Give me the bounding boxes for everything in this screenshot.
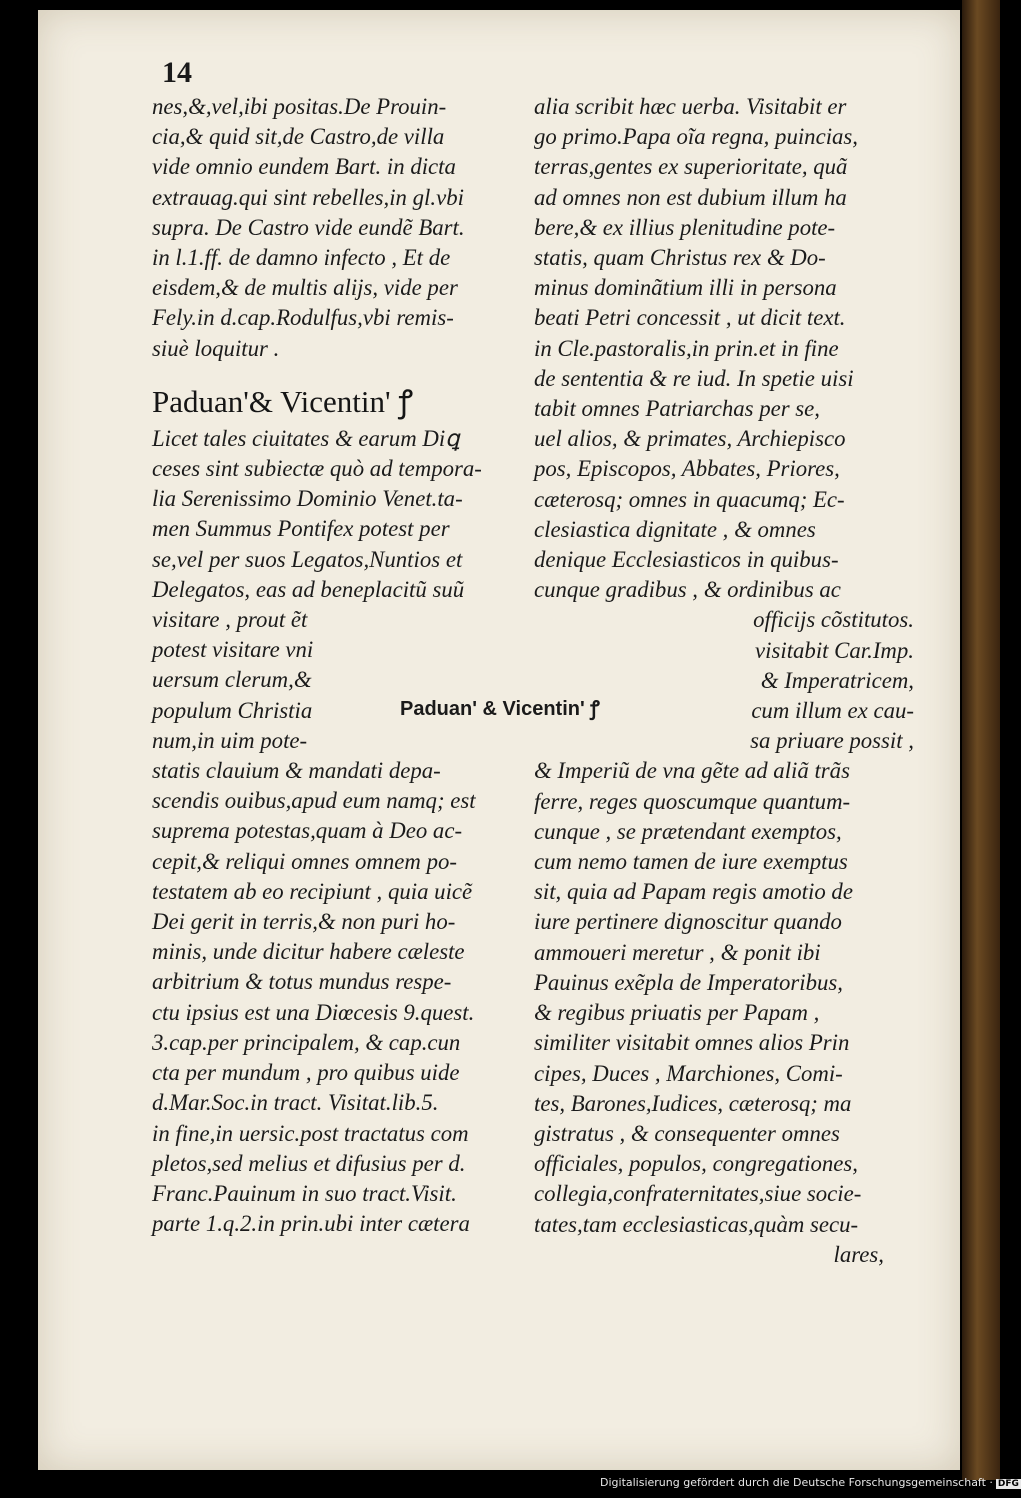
text-line: visitare , prout ẽt (152, 607, 308, 633)
text-line: lia Serenissimo Dominio Venet.ta- (152, 486, 463, 512)
text-line: populum Christia (152, 697, 313, 723)
text-line: extrauag.qui sint rebelles,in gl.vbi (152, 184, 464, 210)
text-line: in l.1.ff. de damno infecto , Et de (152, 245, 451, 271)
text-line: men Summus Pontifex potest per (152, 516, 450, 542)
text-line: statis clauium & mandati depa- (152, 758, 441, 784)
book-spine (962, 0, 1000, 1480)
text-line: in fine,in uersic.post tractatus com (152, 1120, 469, 1146)
text-line: scendis ouibus,apud eum namq; est (152, 788, 476, 814)
text-line: testatem ab eo recipiunt , quia uicẽ (152, 878, 473, 904)
text-line: siuè loquitur . (152, 335, 280, 361)
text-line: statis, quam Christus rex & Do- (534, 245, 826, 271)
text-line: cum nemo tamen de iure exemptus (534, 849, 848, 875)
text-line: ctu ipsius est una Diœcesis 9.quest. (152, 999, 475, 1025)
text-line: tes, Barones,Iudices, cæterosq; ma (534, 1090, 852, 1116)
text-line: alia scribit hæc uerba. Visitabit er (534, 94, 847, 119)
text-line: uel alios, & primates, Archiepisco (534, 426, 846, 452)
text-line: denique Ecclesiasticos in quibus- (534, 547, 839, 573)
text-line: uersum clerum,& (152, 667, 312, 693)
text-line: cunque gradibus , & ordinibus ac (534, 577, 841, 603)
text-line: nes,&,vel,ibi positas.De Prouin- (152, 94, 447, 119)
dfg-logo: DFG (997, 1479, 1019, 1489)
text-line: Fely.in d.cap.Rodulfus,vbi remis- (152, 305, 454, 331)
text-line: Licet tales ciuitates & earum Diꝗ (152, 425, 460, 451)
text-line: bere,& ex illius plenitudine pote- (534, 214, 836, 240)
left-column-short-lines (152, 605, 522, 756)
text-line: tates,tam ecclesiasticas,quàm secu- (534, 1211, 859, 1237)
text-line: officijs cõstitutos. (753, 607, 914, 633)
text-line: in Cle.pastoralis,in prin.et in fine (534, 335, 839, 361)
text-line: num,in uim pote- (152, 727, 308, 753)
text-line: 3.cap.per principalem, & cap.cun (152, 1029, 461, 1055)
text-line: clesiastica dignitate , & omnes (534, 516, 816, 542)
text-line: d.Mar.Soc.in tract. Visitat.lib.5. (152, 1090, 439, 1116)
text-line: cunque , se prætendant exemptos, (534, 818, 842, 844)
marginal-heading: Paduan' & Vicentin' ꝭ (400, 698, 600, 720)
text-line: cepit,& reliqui omnes omnem po- (152, 848, 457, 874)
catchword: lares, (833, 1241, 884, 1267)
text-line: cæterosq; omnes in quacumq; Ec- (534, 486, 845, 512)
text-line: Delegatos, eas ad beneplacitũ suũ (152, 576, 465, 602)
text-line: tabit omnes Patriarchas per se, (534, 396, 820, 422)
text-line: arbitrium & totus mundus respe- (152, 969, 452, 995)
right-column (534, 92, 914, 1270)
text-line: collegia,confraternitates,siue socie- (534, 1181, 862, 1207)
book-page (38, 10, 960, 1470)
text-line: Dei gerit in terris,& non puri ho- (152, 909, 456, 935)
text-line: similiter visitabit omnes alios Prin (534, 1030, 850, 1056)
text-line: ad omnes non est dubium illum ha (534, 184, 847, 210)
text-line: sit, quia ad Papam regis amotio de (534, 879, 853, 905)
text-line: visitabit Car.Imp. (755, 637, 914, 663)
text-line: sa priuare possit , (750, 728, 914, 754)
text-line: ammoueri meretur , & ponit ibi (534, 939, 821, 965)
text-line: officiales, populos, congregationes, (534, 1151, 858, 1177)
text-line: eisdem,& de multis alijs, vide per (152, 275, 458, 301)
text-line: beati Petri concessit , ut dicit text. (534, 305, 846, 331)
text-line: & Imperatricem, (760, 667, 914, 693)
right-column-bottom-text (534, 756, 914, 1239)
text-line: iure pertinere dignoscitur quando (534, 909, 842, 935)
digitization-footer (600, 1476, 1021, 1489)
text-line: ceses sint subiectæ quò ad tempora- (152, 456, 482, 482)
left-column (152, 92, 522, 1239)
left-column-top-text (152, 92, 522, 364)
text-line: gistratus , & consequenter omnes (534, 1120, 840, 1146)
text-line: suprema potestas,quam à Deo ac- (152, 818, 463, 844)
text-line: vide omnio eundem Bart. in dicta (152, 154, 456, 180)
text-line: se,vel per suos Legatos,Nuntios et (152, 546, 463, 572)
text-line: potest visitare vni (152, 637, 314, 663)
text-line: minis, unde dicitur habere cæleste (152, 939, 465, 965)
right-column-top-text (534, 92, 914, 605)
text-line: & regibus priuatis per Papam , (534, 1000, 820, 1026)
left-column-middle-text (152, 424, 522, 605)
text-line: de sententia & re iud. In spetie uisi (534, 365, 854, 391)
text-line: & Imperiũ de vna gẽte ad aliã trãs (534, 758, 850, 784)
text-line: terras,gentes ex superioritate, quã (534, 154, 848, 180)
text-line: go primo.Papa oĩa regna, puincias, (534, 124, 858, 150)
page-number: 14 (162, 56, 192, 89)
text-line: pos, Episcopos, Abbates, Priores, (534, 456, 840, 482)
footer-text: Digitalisierung gefördert durch die Deutsche Forschungsgemeinschaft · (600, 1476, 993, 1489)
text-line: cta per mundum , pro quibus uide (152, 1060, 460, 1086)
text-line: parte 1.q.2.in prin.ubi inter cætera (152, 1211, 470, 1237)
text-line: cum illum ex cau- (751, 698, 914, 724)
text-line: Pauinus exẽpla de Imperatoribus, (534, 969, 843, 995)
right-column-indented-lines (534, 605, 914, 756)
left-column-bottom-text (152, 756, 522, 1239)
text-line: pletos,sed melius et difusius per d. (152, 1150, 466, 1176)
section-heading: Paduan'& Vicentin' ꝭ (152, 383, 414, 419)
text-line: Franc.Pauinum in suo tract.Visit. (152, 1180, 457, 1206)
text-line: minus dominãtium illi in persona (534, 275, 837, 301)
text-line: ferre, reges quoscumque quantum- (534, 788, 851, 814)
text-line: supra. De Castro vide eundẽ Bart. (152, 214, 465, 240)
text-line: cipes, Duces , Marchiones, Comi- (534, 1060, 843, 1086)
text-line: cia,& quid sit,de Castro,de villa (152, 124, 445, 150)
